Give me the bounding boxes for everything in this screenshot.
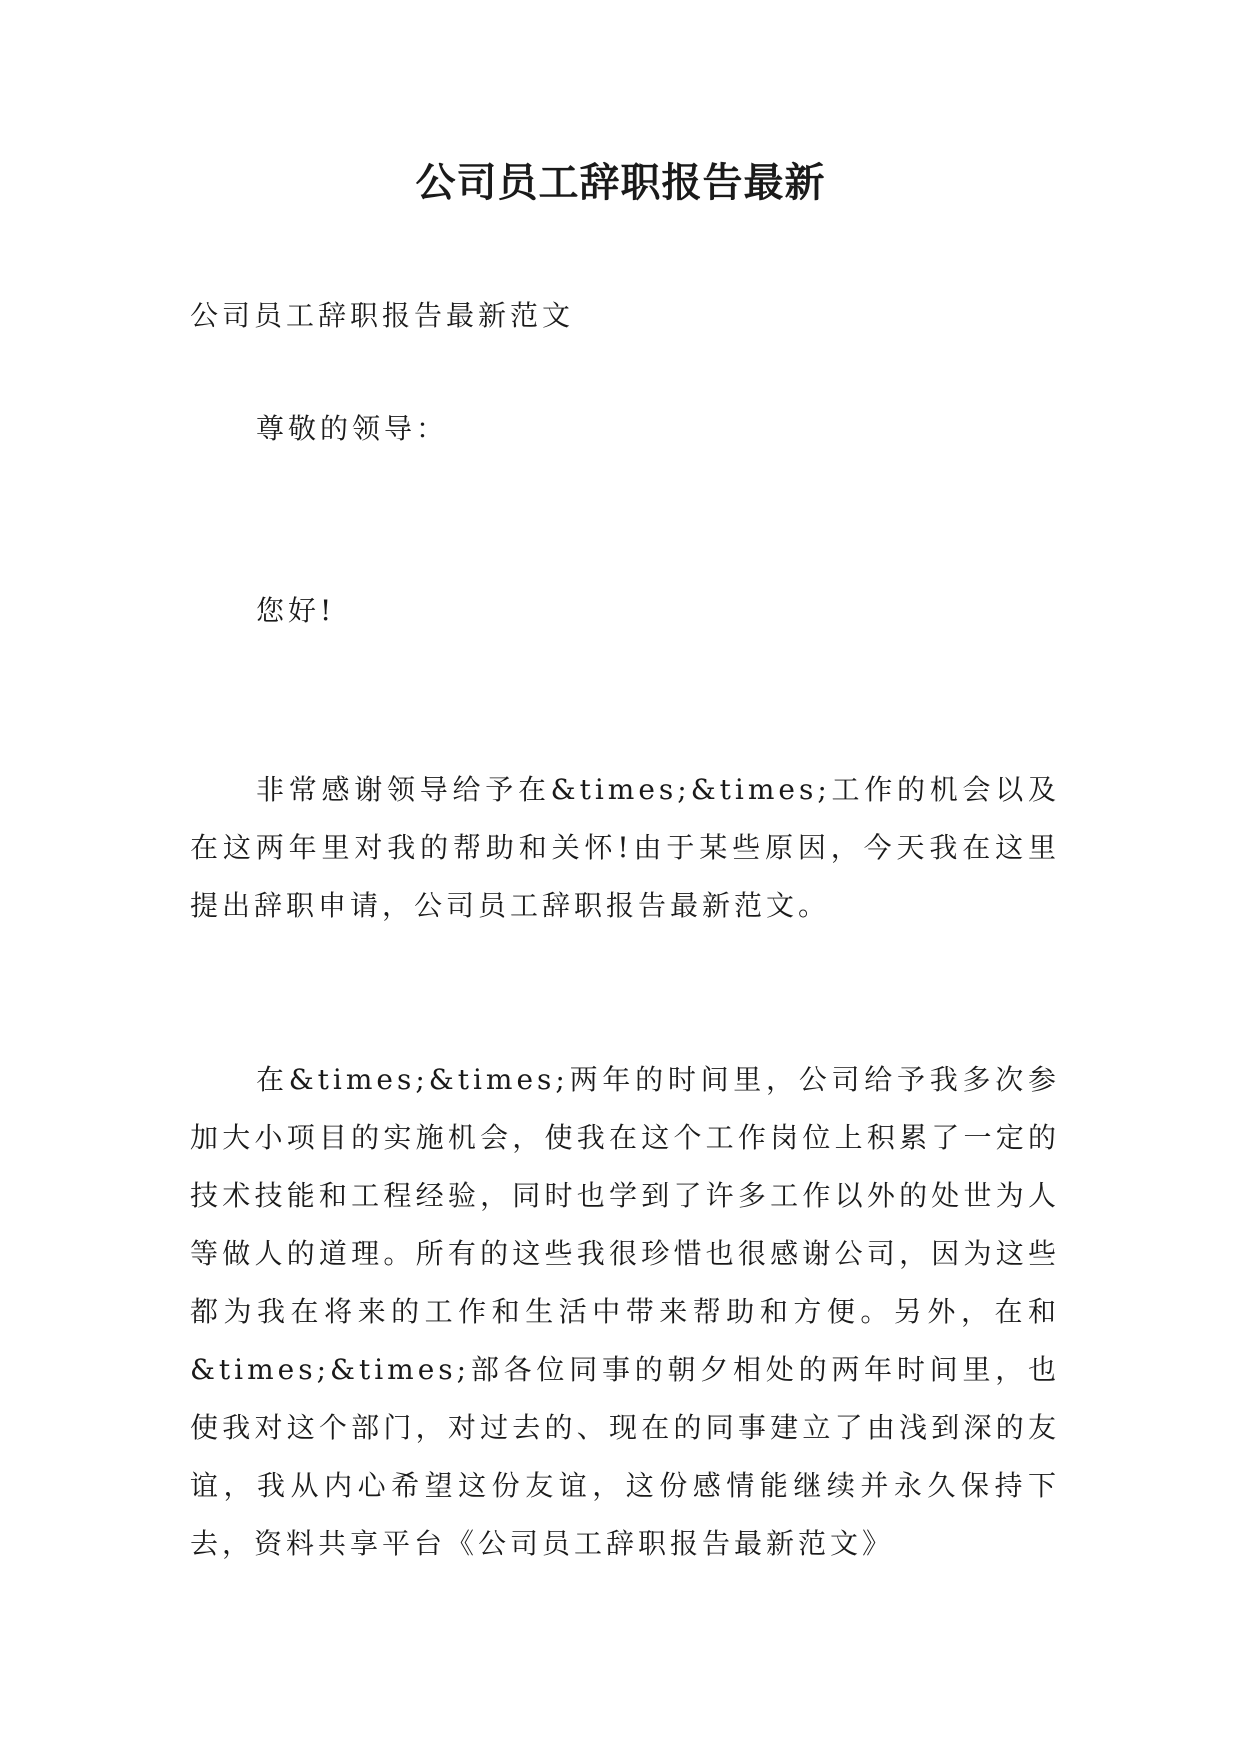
body-paragraph: 非常感谢领导给予在&times;&times;工作的机会以及在这两年里对我的帮助和关怀!由于某些原因，今天我在这里提出辞职申请，公司员工辞职报告最新范文。	[190, 773, 1060, 922]
greeting: 您好!	[256, 594, 336, 627]
document-subtitle: 公司员工辞职报告最新范文	[190, 299, 575, 332]
document-title: 公司员工辞职报告最新	[415, 159, 826, 206]
body-paragraph: 在&times;&times;两年的时间里，公司给予我多次参加大小项目的实施机会，使我在这个工作岗位上积累了一定的技术技能和工程经验，同时也学到了许多工作以外的处世为人等做人的道理。所有的这些我很珍惜也很感谢公司，因为这些都为我在将来的工作和生活中带来帮助和方便。另外，在和&times;&times;部各位同事的朝夕相处的两年时间里，也使我对这个部门，对过去的、现在的同事建立了由浅到深的友谊，我从内心希望这份友谊，这份感情能继续并永久保持下去，资料共享平台《公司员工辞职报告最新范文》	[190, 1063, 1060, 1560]
salutation: 尊敬的领导：	[256, 412, 449, 445]
